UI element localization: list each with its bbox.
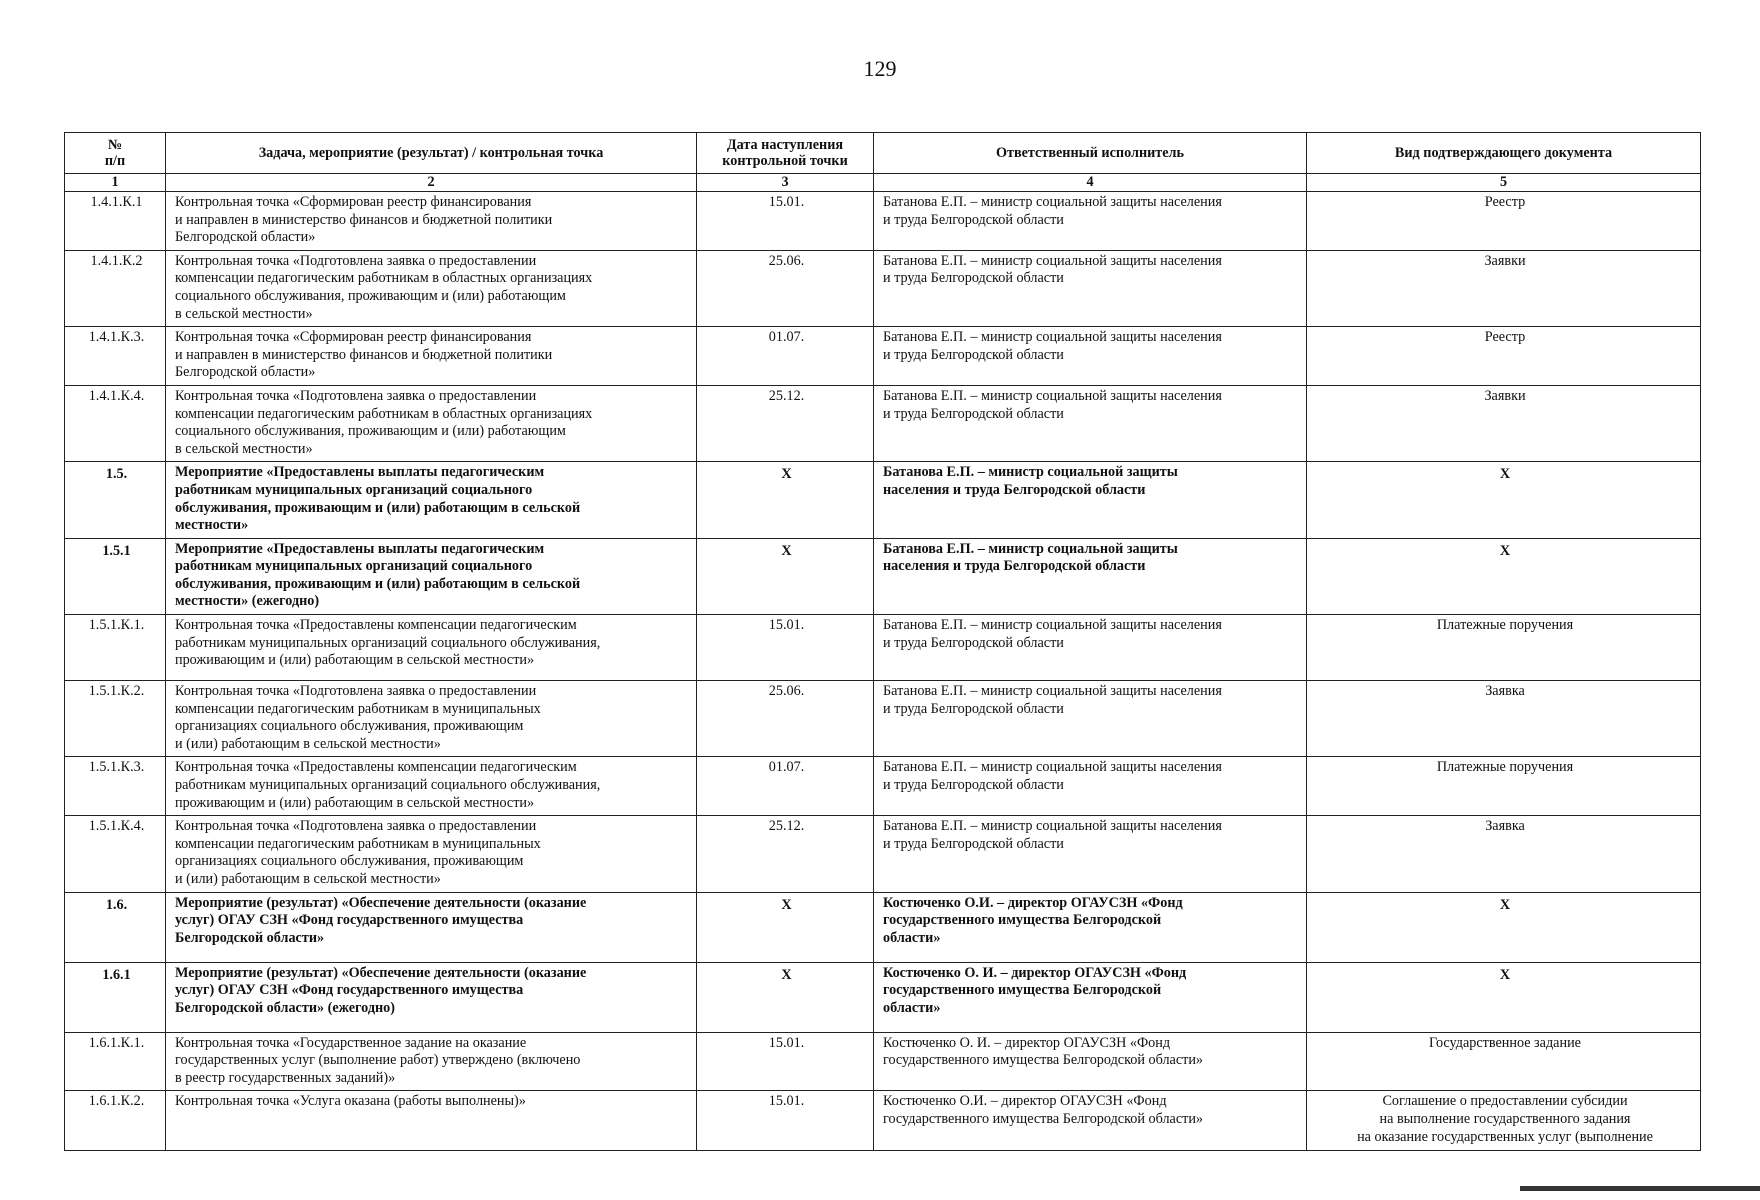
table-row <box>65 757 1701 816</box>
row-task: Контрольная точка «Подготовлена заявка о предоставлении компенсации педагогическим работникам в областных организациях социального обслуживания, проживающим и (или) работающим в сельской местности» <box>166 385 697 461</box>
row-number: 1.6. <box>65 892 166 962</box>
table-row <box>65 1091 1701 1151</box>
table-row <box>65 962 1701 1032</box>
row-doc-type: Заявки <box>1307 250 1701 326</box>
row-executor: Костюченко О. И. – директор ОГАУСЗН «Фонд государственного имущества Белгородской области» <box>874 962 1307 1032</box>
row-executor: Батанова Е.П. – министр социальной защиты населения и труда Белгородской области <box>874 462 1307 538</box>
row-doc-type: Х <box>1307 892 1701 962</box>
table-row <box>65 1032 1701 1091</box>
row-doc-type: Платежные поручения <box>1307 615 1701 681</box>
row-executor: Батанова Е.П. – министр социальной защиты населения и труда Белгородской области <box>874 327 1307 386</box>
row-number: 1.5. <box>65 462 166 538</box>
column-number: 5 <box>1307 174 1701 192</box>
header-doc: Вид подтверждающего документа <box>1307 133 1701 174</box>
header-row <box>65 133 1701 174</box>
column-number: 1 <box>65 174 166 192</box>
row-number: 1.6.1.К.1. <box>65 1032 166 1091</box>
row-task: Контрольная точка «Сформирован реестр финансирования и направлен в министерство финансов и бюджетной политики Белгородской области» <box>166 192 697 251</box>
column-number: 3 <box>697 174 874 192</box>
row-number: 1.4.1.К.3. <box>65 327 166 386</box>
table-row <box>65 816 1701 892</box>
table-row <box>65 462 1701 538</box>
row-date: 01.07. <box>697 757 874 816</box>
header-task: Задача, мероприятие (результат) / контрольная точка <box>166 133 697 174</box>
row-date: 15.01. <box>697 1091 874 1151</box>
row-task: Контрольная точка «Сформирован реестр финансирования и направлен в министерство финансов и бюджетной политики Белгородской области» <box>166 327 697 386</box>
column-number: 4 <box>874 174 1307 192</box>
row-number: 1.4.1.К.2 <box>65 250 166 326</box>
row-doc-type: Х <box>1307 462 1701 538</box>
row-task: Контрольная точка «Подготовлена заявка о предоставлении компенсации педагогическим работникам в муниципальных организациях социального обслуживания, проживающим и (или) работающим в сельской местности» <box>166 681 697 757</box>
row-executor: Батанова Е.П. – министр социальной защиты населения и труда Белгородской области <box>874 615 1307 681</box>
row-doc-type: Х <box>1307 538 1701 614</box>
row-number: 1.4.1.К.4. <box>65 385 166 461</box>
row-task: Мероприятие «Предоставлены выплаты педагогическим работникам муниципальных организаций социального обслуживания, проживающим и (или) работающим в сельской местности» (ежегодно) <box>166 538 697 614</box>
page-number: 129 <box>863 56 897 81</box>
row-task: Контрольная точка «Подготовлена заявка о предоставлении компенсации педагогическим работникам в муниципальных организациях социального обслуживания, проживающим и (или) работающим в сельской местности» <box>166 816 697 892</box>
row-executor: Костюченко О. И. – директор ОГАУСЗН «Фонд государственного имущества Белгородской области» <box>874 1032 1307 1091</box>
row-date: 25.12. <box>697 816 874 892</box>
row-doc-type: Реестр <box>1307 327 1701 386</box>
row-number: 1.5.1.К.4. <box>65 816 166 892</box>
row-task: Мероприятие «Предоставлены выплаты педагогическим работникам муниципальных организаций социального обслуживания, проживающим и (или) работающим в сельской местности» <box>166 462 697 538</box>
row-number: 1.6.1 <box>65 962 166 1032</box>
table-row <box>65 250 1701 326</box>
row-doc-type: Соглашение о предоставлении субсидии на выполнение государственного задания на оказание государственных услуг (выполнение <box>1307 1091 1701 1151</box>
row-date: Х <box>697 962 874 1032</box>
row-executor: Батанова Е.П. – министр социальной защиты населения и труда Белгородской области <box>874 538 1307 614</box>
row-executor: Батанова Е.П. – министр социальной защиты населения и труда Белгородской области <box>874 681 1307 757</box>
column-number: 2 <box>166 174 697 192</box>
row-executor: Батанова Е.П. – министр социальной защиты населения и труда Белгородской области <box>874 757 1307 816</box>
row-doc-type: Реестр <box>1307 192 1701 251</box>
row-date: 25.12. <box>697 385 874 461</box>
control-points-table <box>64 132 1701 1151</box>
row-doc-type: Заявка <box>1307 681 1701 757</box>
row-task: Мероприятие (результат) «Обеспечение деятельности (оказание услуг) ОГАУ СЗН «Фонд государственного имущества Белгородской области» (ежегодно) <box>166 962 697 1032</box>
row-executor: Батанова Е.П. – министр социальной защиты населения и труда Белгородской области <box>874 385 1307 461</box>
row-task: Мероприятие (результат) «Обеспечение деятельности (оказание услуг) ОГАУ СЗН «Фонд государственного имущества Белгородской области» <box>166 892 697 962</box>
row-date: Х <box>697 462 874 538</box>
row-date: 15.01. <box>697 192 874 251</box>
table-row <box>65 615 1701 681</box>
row-number: 1.4.1.К.1 <box>65 192 166 251</box>
row-doc-type: Заявка <box>1307 816 1701 892</box>
table-row <box>65 192 1701 251</box>
row-date: 01.07. <box>697 327 874 386</box>
row-date: Х <box>697 538 874 614</box>
row-number: 1.5.1 <box>65 538 166 614</box>
row-executor: Батанова Е.П. – министр социальной защиты населения и труда Белгородской области <box>874 192 1307 251</box>
row-date: 25.06. <box>697 681 874 757</box>
row-number: 1.5.1.К.3. <box>65 757 166 816</box>
table-row <box>65 892 1701 962</box>
row-doc-type: Заявки <box>1307 385 1701 461</box>
header-date: Дата наступления контрольной точки <box>697 133 874 174</box>
row-executor: Батанова Е.П. – министр социальной защиты населения и труда Белгородской области <box>874 250 1307 326</box>
bottom-rule <box>1520 1186 1760 1191</box>
row-date: 15.01. <box>697 1032 874 1091</box>
row-executor: Батанова Е.П. – министр социальной защиты населения и труда Белгородской области <box>874 816 1307 892</box>
column-numbers-row <box>65 174 1701 192</box>
row-date: Х <box>697 892 874 962</box>
row-task: Контрольная точка «Предоставлены компенсации педагогическим работникам муниципальных организаций социального обслуживания, проживающим и (или) работающим в сельской местности» <box>166 615 697 681</box>
row-number: 1.5.1.К.2. <box>65 681 166 757</box>
row-task: Контрольная точка «Предоставлены компенсации педагогическим работникам муниципальных организаций социального обслуживания, проживающим и (или) работающим в сельской местности» <box>166 757 697 816</box>
row-doc-type: Государственное задание <box>1307 1032 1701 1091</box>
table-row <box>65 681 1701 757</box>
row-number: 1.6.1.К.2. <box>65 1091 166 1151</box>
row-task: Контрольная точка «Услуга оказана (работы выполнены)» <box>166 1091 697 1151</box>
row-number: 1.5.1.К.1. <box>65 615 166 681</box>
row-executor: Костюченко О.И. – директор ОГАУСЗН «Фонд государственного имущества Белгородской области» <box>874 1091 1307 1151</box>
table-row <box>65 327 1701 386</box>
row-date: 15.01. <box>697 615 874 681</box>
header-num: № п/п <box>65 133 166 174</box>
row-executor: Костюченко О.И. – директор ОГАУСЗН «Фонд государственного имущества Белгородской области» <box>874 892 1307 962</box>
row-doc-type: Платежные поручения <box>1307 757 1701 816</box>
table-body <box>65 192 1701 1151</box>
table-row <box>65 385 1701 461</box>
table-row <box>65 538 1701 614</box>
row-date: 25.06. <box>697 250 874 326</box>
row-task: Контрольная точка «Подготовлена заявка о предоставлении компенсации педагогическим работникам в областных организациях социального обслуживания, проживающим и (или) работающим в сельской местности» <box>166 250 697 326</box>
row-doc-type: Х <box>1307 962 1701 1032</box>
header-executor: Ответственный исполнитель <box>874 133 1307 174</box>
row-task: Контрольная точка «Государственное задание на оказание государственных услуг (выполнение работ) утверждено (включено в реестр государственных заданий)» <box>166 1032 697 1091</box>
